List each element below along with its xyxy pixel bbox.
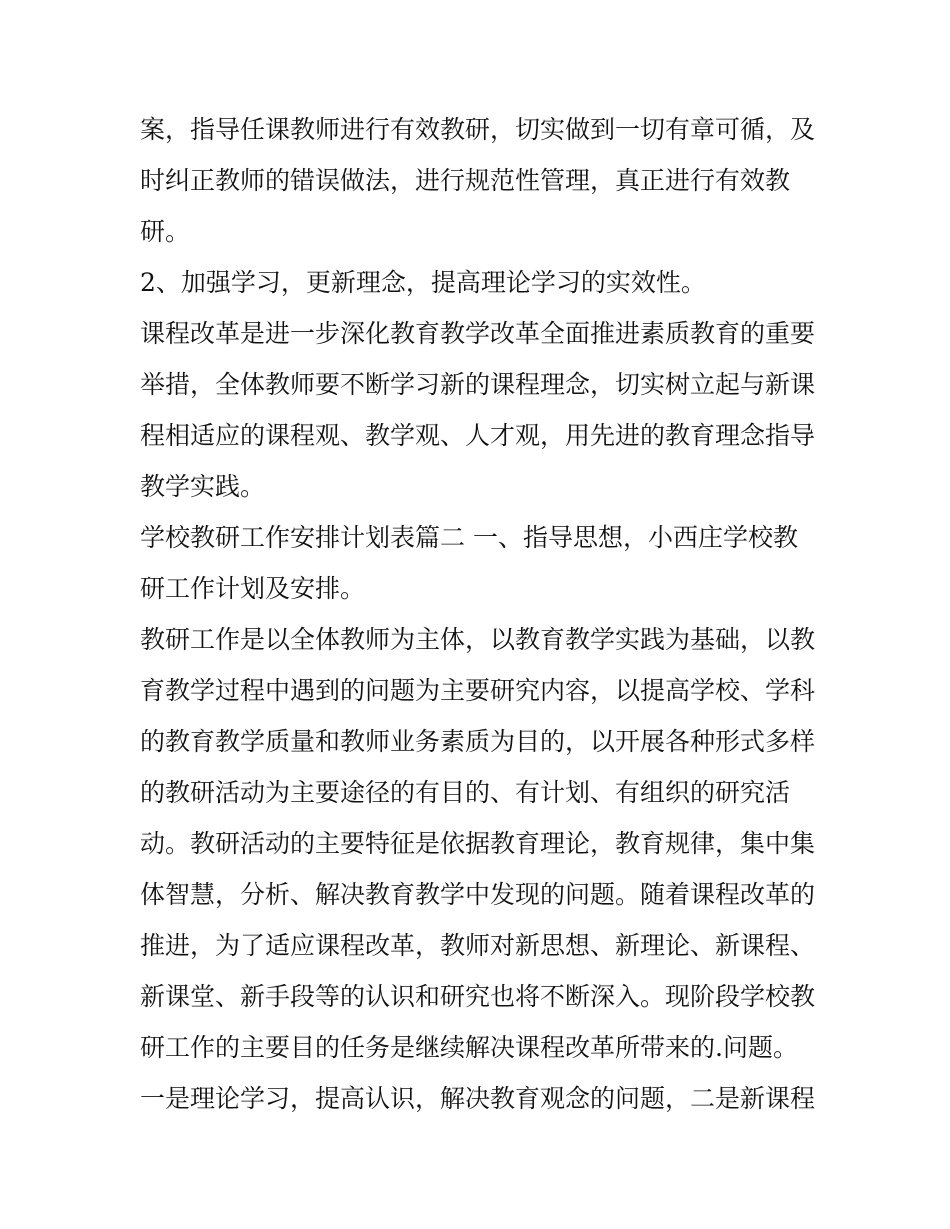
- text-line: 体智慧，分析、解决教育教学中发现的问题。随着课程改革的: [140, 880, 816, 909]
- text-line: 一是理论学习，提高认识，解决教育观念的问题，二是新课程: [140, 1084, 816, 1113]
- text-line: 的教研活动为主要途径的有目的、有计划、有组织的研究活: [140, 778, 791, 807]
- text-line: 研。: [140, 217, 191, 246]
- text-line: 举措，全体教师要不断学习新的课程理念，切实树立起与新课: [140, 370, 816, 399]
- text-line: 育教学过程中遇到的问题为主要研究内容，以提高学校、学科: [140, 676, 816, 705]
- text-line: 教研工作是以全体教师为主体，以教育教学实践为基础，以教: [140, 625, 816, 654]
- text-line: 的教育教学质量和教师业务素质为目的，以开展各种形式多样: [140, 727, 816, 756]
- text-line: 课程改革是进一步深化教育教学改革全面推进素质教育的重要: [140, 319, 816, 348]
- text-line: 程相适应的课程观、教学观、人才观，用先进的教育理念指导: [140, 421, 816, 450]
- text-line: 研工作计划及安排。: [140, 574, 366, 603]
- text-line: 教学实践。: [140, 472, 266, 501]
- text-line: 推进，为了适应课程改革，教师对新思想、新理论、新课程、: [140, 931, 816, 960]
- text-line: 研工作的主要目的任务是继续解决课程改革所带来的.问题。: [140, 1033, 798, 1062]
- text-line: 动。教研活动的主要特征是依据教育理论，教育规律，集中集: [140, 829, 816, 858]
- section-heading: 2、加强学习，更新理念，提高理论学习的实效性。: [140, 268, 706, 297]
- document-body: [140, 104, 820, 1124]
- text-line: 时纠正教师的错误做法，进行规范性管理，真正进行有效教: [140, 166, 791, 195]
- text-line: 案，指导任课教师进行有效教研，切实做到一切有章可循，及: [140, 115, 816, 144]
- text-line: 新课堂、新手段等的认识和研究也将不断深入。现阶段学校教: [140, 982, 816, 1011]
- section-heading: 学校教研工作安排计划表篇二 一、指导思想，小西庄学校教: [140, 523, 798, 552]
